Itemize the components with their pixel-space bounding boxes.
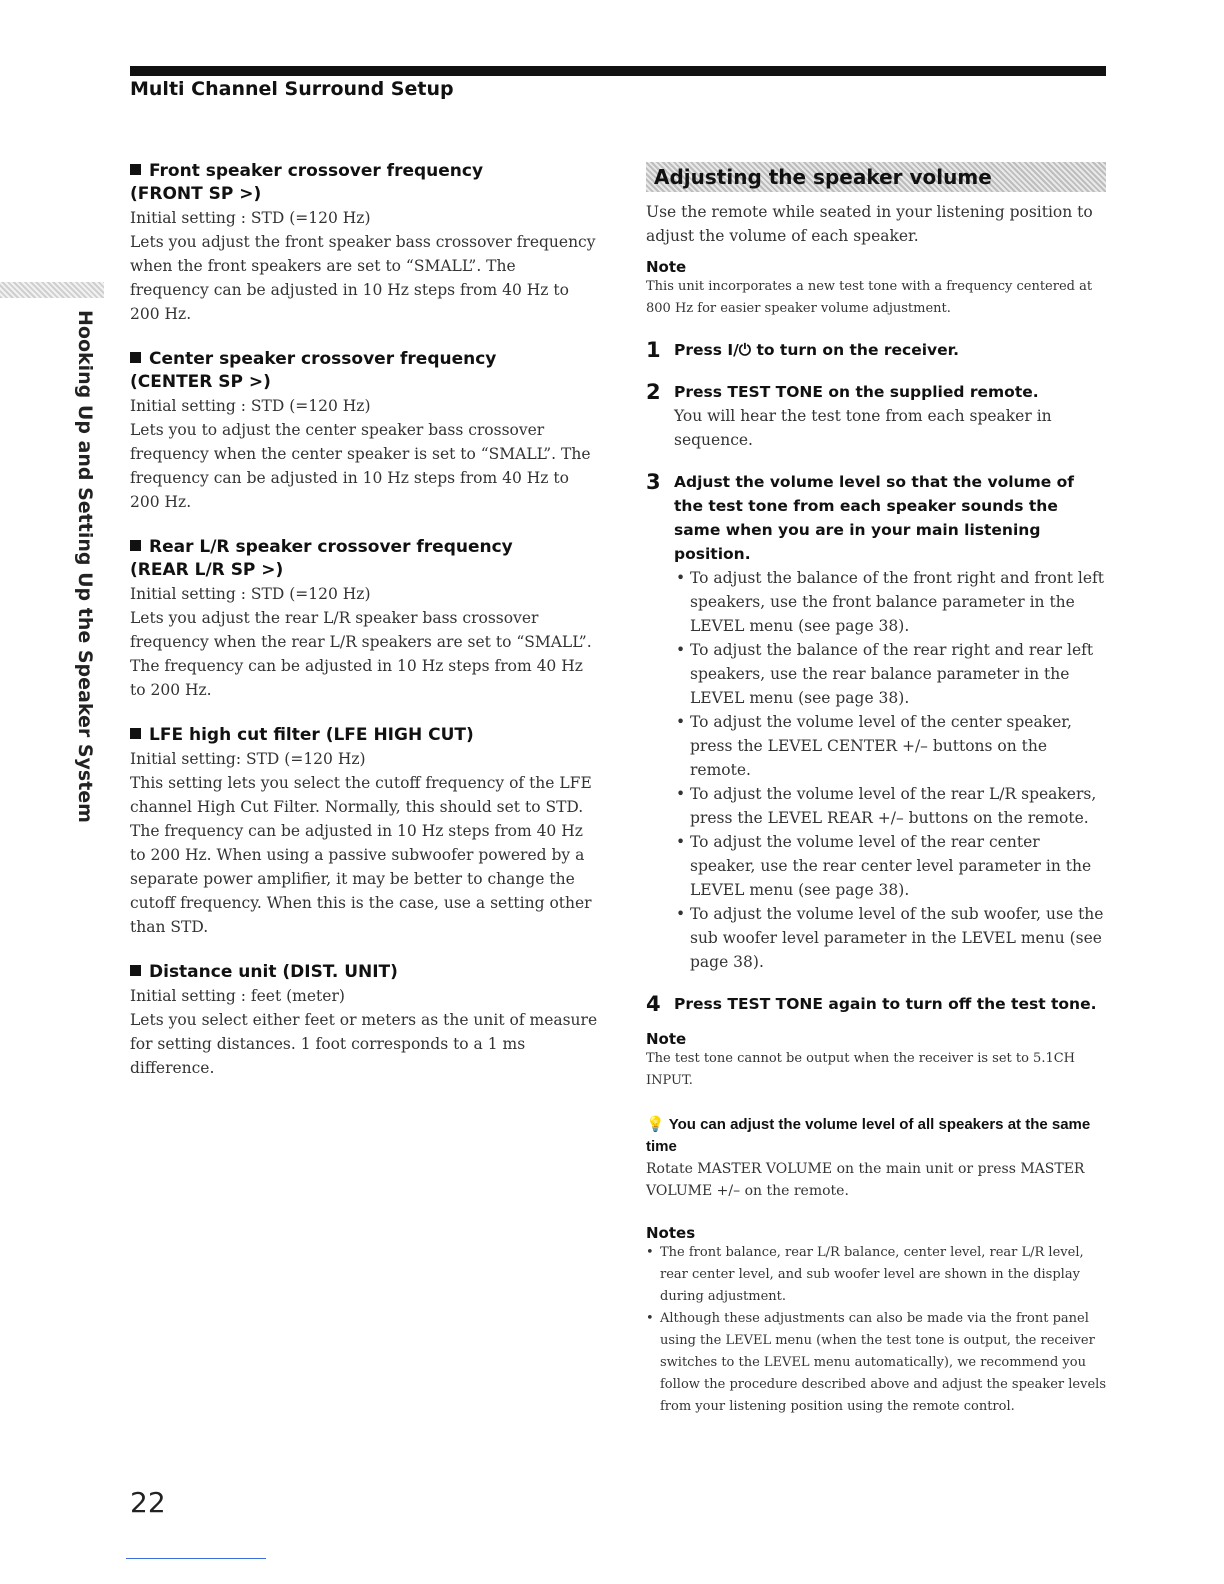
step-number: 4	[646, 992, 661, 1016]
list-item: • To adjust the balance of the front right and front left speakers, use the front balance parameter in the LEVEL menu (see page 38).	[674, 566, 1106, 638]
page-header-title: Multi Channel Surround Setup	[130, 78, 454, 100]
step-3	[646, 470, 1106, 974]
square-bullet-icon	[130, 352, 141, 363]
list-item: • Although these adjustments can also be made via the front panel using the LEVEL menu (when the test tone is output, the receiver switches to the LEVEL menu automatically), we recommend you follow the procedure described above and adjust the speaker levels from your listening position using the remote control.	[646, 1308, 1106, 1418]
step-4	[646, 992, 1106, 1016]
section-tab-marker	[0, 282, 104, 298]
note-heading: Note	[646, 1030, 687, 1048]
step-title: Press I/⏻ to turn on the receiver.	[674, 341, 959, 359]
rear-crossover-section	[130, 536, 598, 702]
note-text: The test tone cannot be output when the receiver is set to 5.1CH INPUT.	[646, 1051, 1076, 1088]
notes-list	[646, 1242, 1106, 1418]
section-body: Initial setting : STD (=120 Hz) Lets you adjust the rear L/R speaker bass crossover frequency when the rear L/R speakers are set to “SMALL”. The frequency can be adjusted in 10 Hz steps from 40 Hz to 200 Hz.	[130, 585, 592, 699]
intro-text: Use the remote while seated in your listening position to adjust the volume of each speaker.	[646, 203, 1093, 245]
list-item: • To adjust the volume level of the sub woofer, use the sub woofer level parameter in the LEVEL menu (see page 38).	[674, 902, 1106, 974]
tip-heading: 💡 You can adjust the volume level of all speakers at the same time	[646, 1116, 1091, 1155]
step-title: Press TEST TONE on the supplied remote.	[674, 383, 1039, 401]
list-item: • The front balance, rear L/R balance, center level, rear L/R level, rear center level, and sub woofer level are shown in the display during adjustment.	[646, 1242, 1106, 1308]
list-item: • To adjust the volume level of the rear L/R speakers, press the LEVEL REAR +/– buttons on the remote.	[674, 782, 1106, 830]
step-2	[646, 380, 1106, 452]
lfe-high-cut-section	[130, 724, 598, 939]
left-column	[130, 160, 598, 1102]
footer-rule	[126, 1558, 266, 1559]
square-bullet-icon	[130, 540, 141, 551]
front-crossover-section	[130, 160, 598, 326]
square-bullet-icon	[130, 164, 141, 175]
section-heading: LFE high cut filter (LFE HIGH CUT)	[130, 724, 598, 747]
side-section-label: Hooking Up and Setting Up the Speaker System	[74, 310, 96, 823]
section-banner: Adjusting the speaker volume	[646, 162, 1106, 192]
step-number: 1	[646, 338, 661, 362]
center-crossover-section	[130, 348, 598, 514]
step-title: Press TEST TONE again to turn off the test tone.	[674, 995, 1097, 1013]
section-body: Initial setting : STD (=120 Hz) Lets you adjust the front speaker bass crossover frequency when the front speakers are set to “SMALL”. The frequency can be adjusted in 10 Hz steps from 40 Hz to 200 Hz.	[130, 209, 596, 323]
section-heading: Distance unit (DIST. UNIT)	[130, 961, 598, 984]
section-body: Initial setting : feet (meter) Lets you select either feet or meters as the unit of measure for setting distances. 1 foot corresponds to a 1 ms difference.	[130, 987, 598, 1077]
distance-unit-section	[130, 961, 598, 1080]
section-body: Initial setting: STD (=120 Hz) This setting lets you select the cutoff frequency of the LFE channel High Cut Filter. Normally, this should set to STD. The frequency can be adjusted in 10 Hz steps from 40 Hz to 200 Hz. When using a passive subwoofer powered by a separate power amplifier, it may be better to change the cutoff frequency. When this is the case, use a setting other than STD.	[130, 750, 592, 936]
step-bullets	[646, 566, 1106, 974]
step-title: Adjust the volume level so that the volume of the test tone from each speaker sounds the same when you are in your main listening position.	[674, 473, 1075, 563]
page-number: 22	[130, 1486, 166, 1519]
note-heading: Note	[646, 258, 687, 276]
section-heading: Front speaker crossover frequency (FRONT SP >)	[130, 161, 484, 204]
header-rule	[130, 66, 1106, 76]
square-bullet-icon	[130, 965, 141, 976]
list-item: • To adjust the volume level of the center speaker, press the LEVEL CENTER +/– buttons on the remote.	[674, 710, 1106, 782]
step-1	[646, 338, 1106, 362]
right-column	[646, 160, 1106, 1418]
step-number: 2	[646, 380, 661, 404]
lightbulb-icon: 💡	[646, 1116, 665, 1133]
square-bullet-icon	[130, 728, 141, 739]
section-heading: Rear L/R speaker crossover frequency (REAR L/R SP >)	[130, 537, 513, 580]
list-item: • To adjust the balance of the rear right and rear left speakers, use the rear balance parameter in the LEVEL menu (see page 38).	[674, 638, 1106, 710]
section-heading: Center speaker crossover frequency (CENTER SP >)	[130, 349, 497, 392]
notes-heading: Notes	[646, 1224, 696, 1242]
section-body: Initial setting : STD (=120 Hz) Lets you to adjust the center speaker bass crossover frequency when the center speaker is set to “SMALL”. The frequency can be adjusted in 10 Hz steps from 40 Hz to 200 Hz.	[130, 397, 591, 511]
step-body: You will hear the test tone from each speaker in sequence.	[674, 407, 1052, 449]
note-text: This unit incorporates a new test tone with a frequency centered at 800 Hz for easier speaker volume adjustment.	[646, 279, 1093, 316]
step-number: 3	[646, 470, 661, 494]
list-item: • To adjust the volume level of the rear center speaker, use the rear center level parameter in the LEVEL menu (see page 38).	[674, 830, 1106, 902]
tip-text: Rotate MASTER VOLUME on the main unit or press MASTER VOLUME +/– on the remote.	[646, 1161, 1085, 1199]
